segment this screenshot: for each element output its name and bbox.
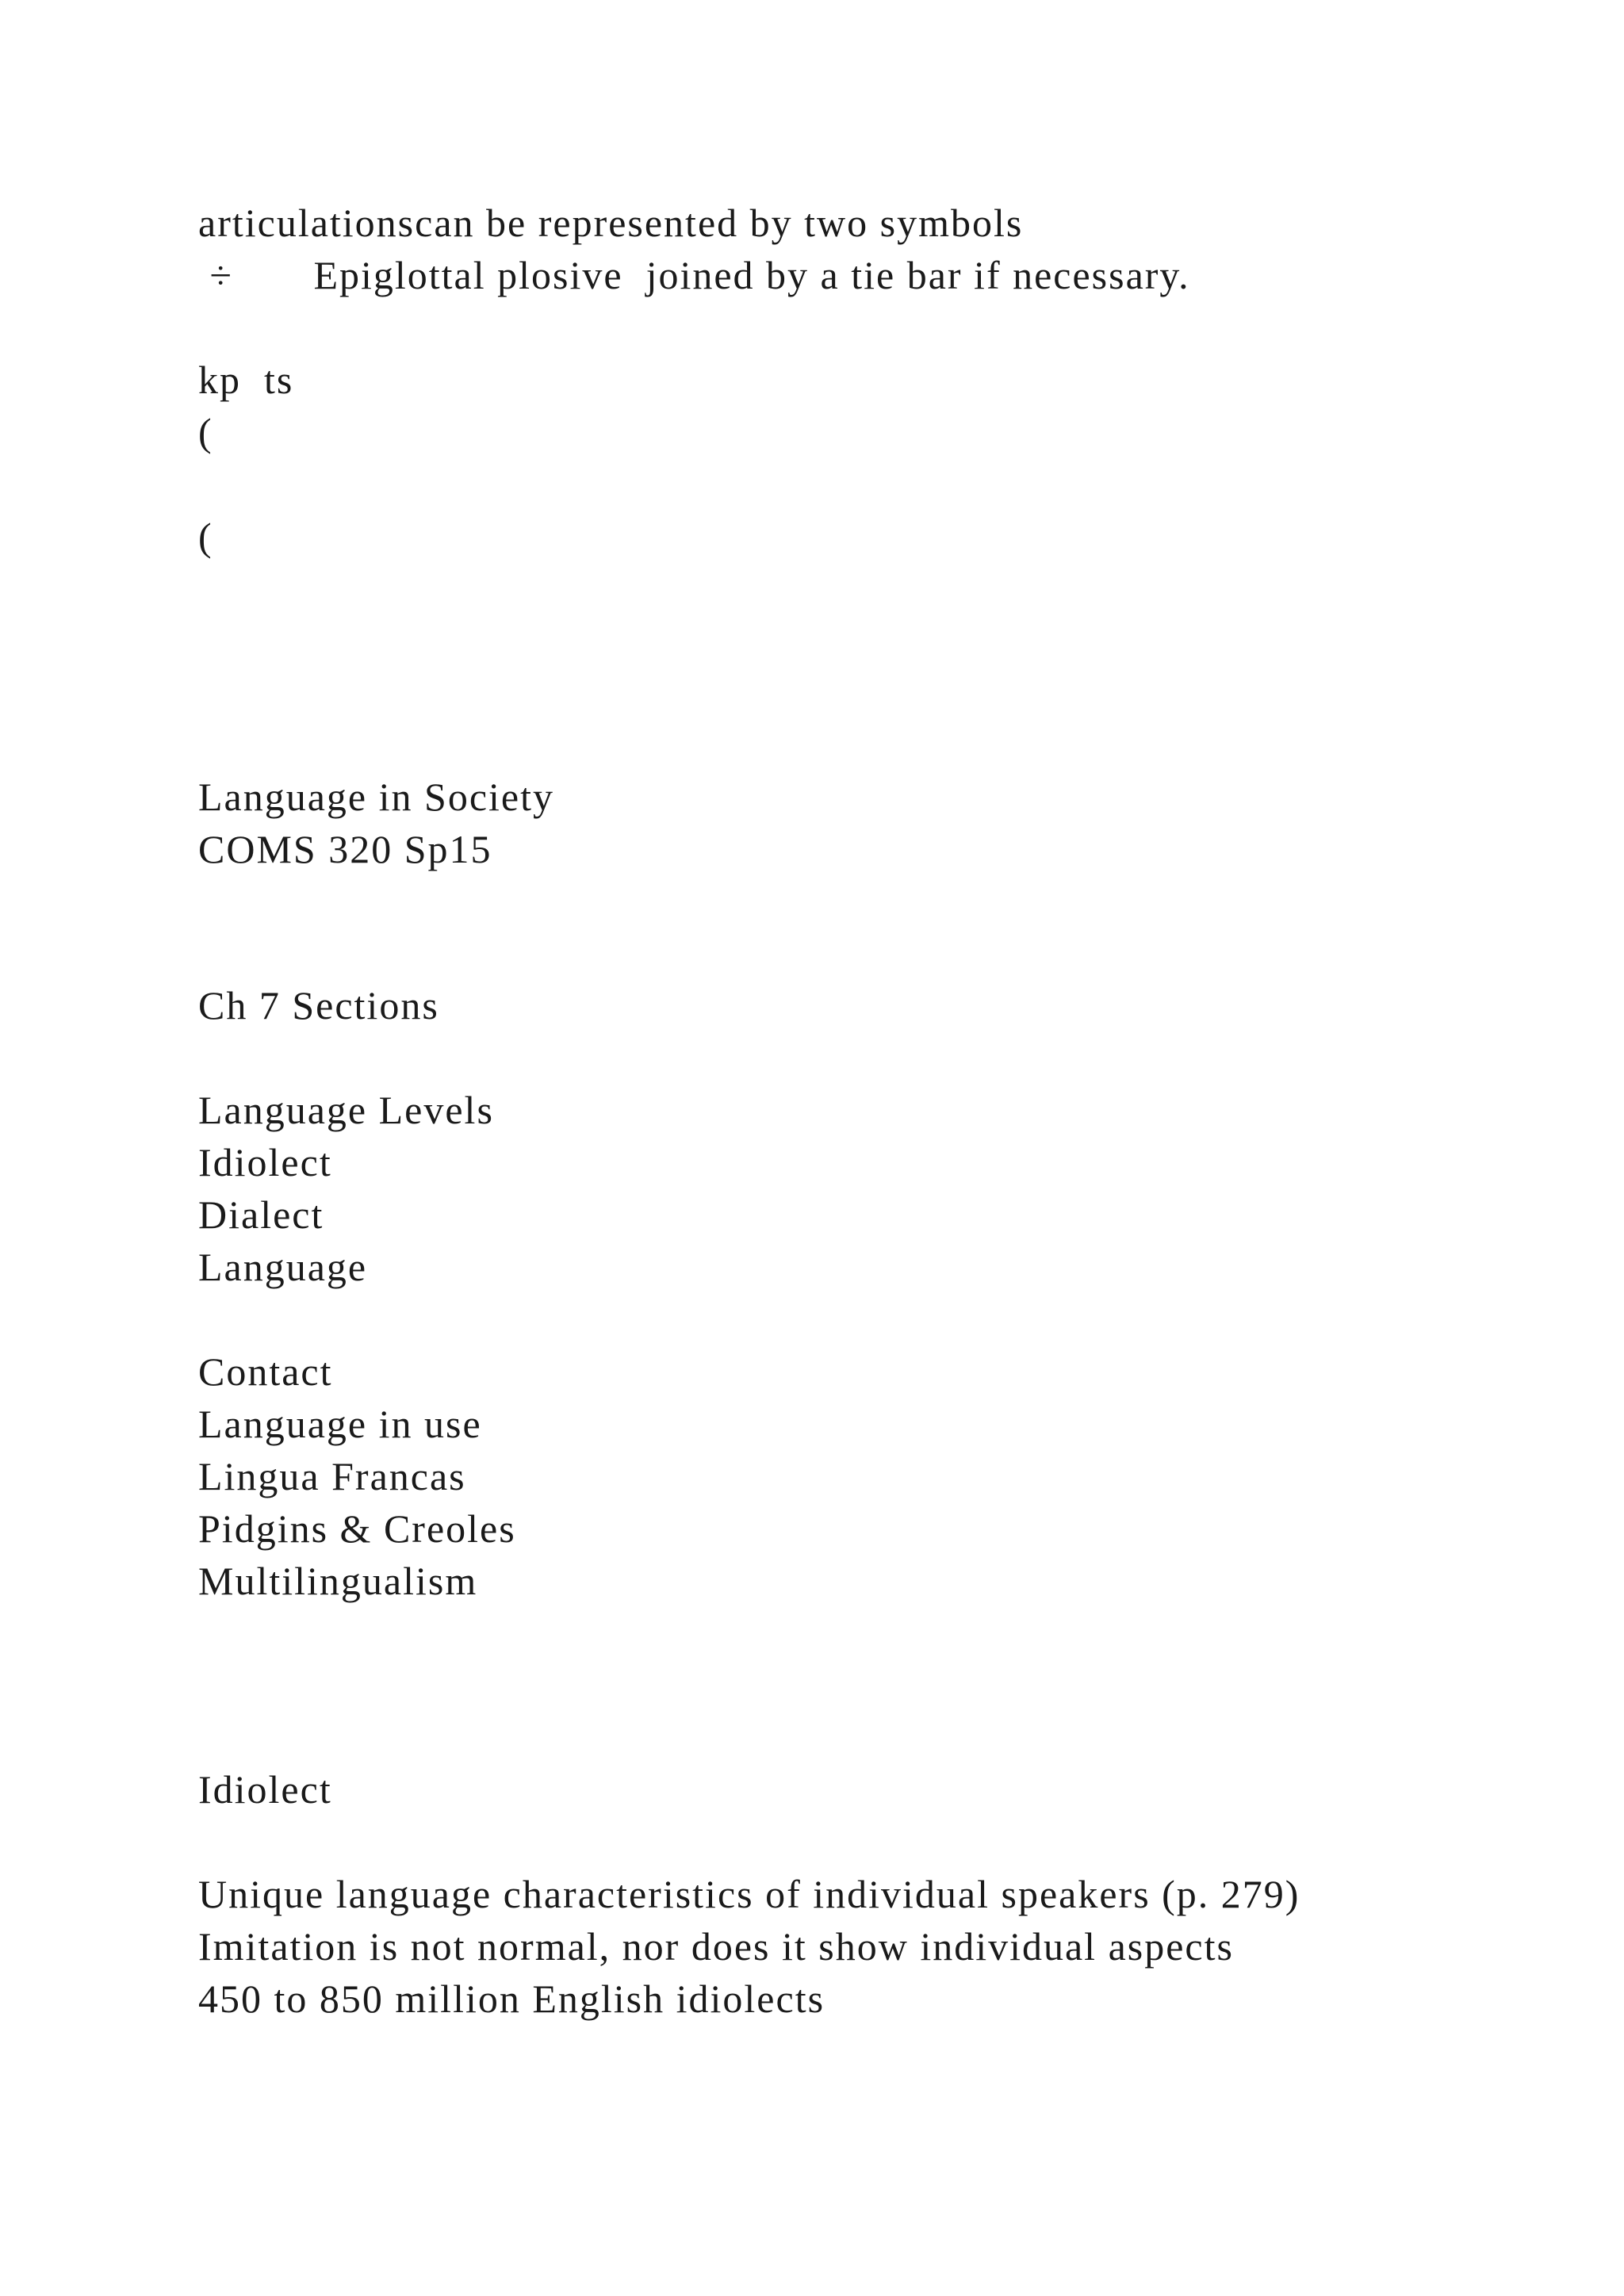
text-line: Language Levels xyxy=(198,1088,494,1132)
text-line: ( xyxy=(198,410,213,454)
text-line: Contact xyxy=(198,1349,333,1394)
course-label: COMS 320 Sp15 xyxy=(198,827,492,871)
text-line: 450 to 850 million English idiolects xyxy=(198,1976,825,2021)
text-line: Pidgins & Creoles xyxy=(198,1506,516,1551)
section-heading: Ch 7 Sections xyxy=(198,983,439,1027)
text-line: Lingua Francas xyxy=(198,1454,466,1498)
text-line: Language xyxy=(198,1245,368,1289)
text-line: ( xyxy=(198,515,213,559)
text-line: articulationscan be represented by two symbols xyxy=(198,201,1024,245)
text-line: ÷ Epiglottal plosive joined by a tie bar if necessary. xyxy=(198,253,1190,297)
text-line: Unique language characteristics of individual speakers (p. 279) xyxy=(198,1872,1300,1916)
text-line: Language in use xyxy=(198,1402,482,1446)
text-line: Idiolect xyxy=(198,1140,332,1184)
text-line: Imitation is not normal, nor does it show individual aspects xyxy=(198,1924,1234,1969)
text-line: Multilingualism xyxy=(198,1559,478,1603)
section-heading: Language in Society xyxy=(198,775,554,819)
section-heading: Idiolect xyxy=(198,1767,332,1812)
text-line: Dialect xyxy=(198,1192,324,1237)
text-line: kp ts xyxy=(198,358,294,402)
